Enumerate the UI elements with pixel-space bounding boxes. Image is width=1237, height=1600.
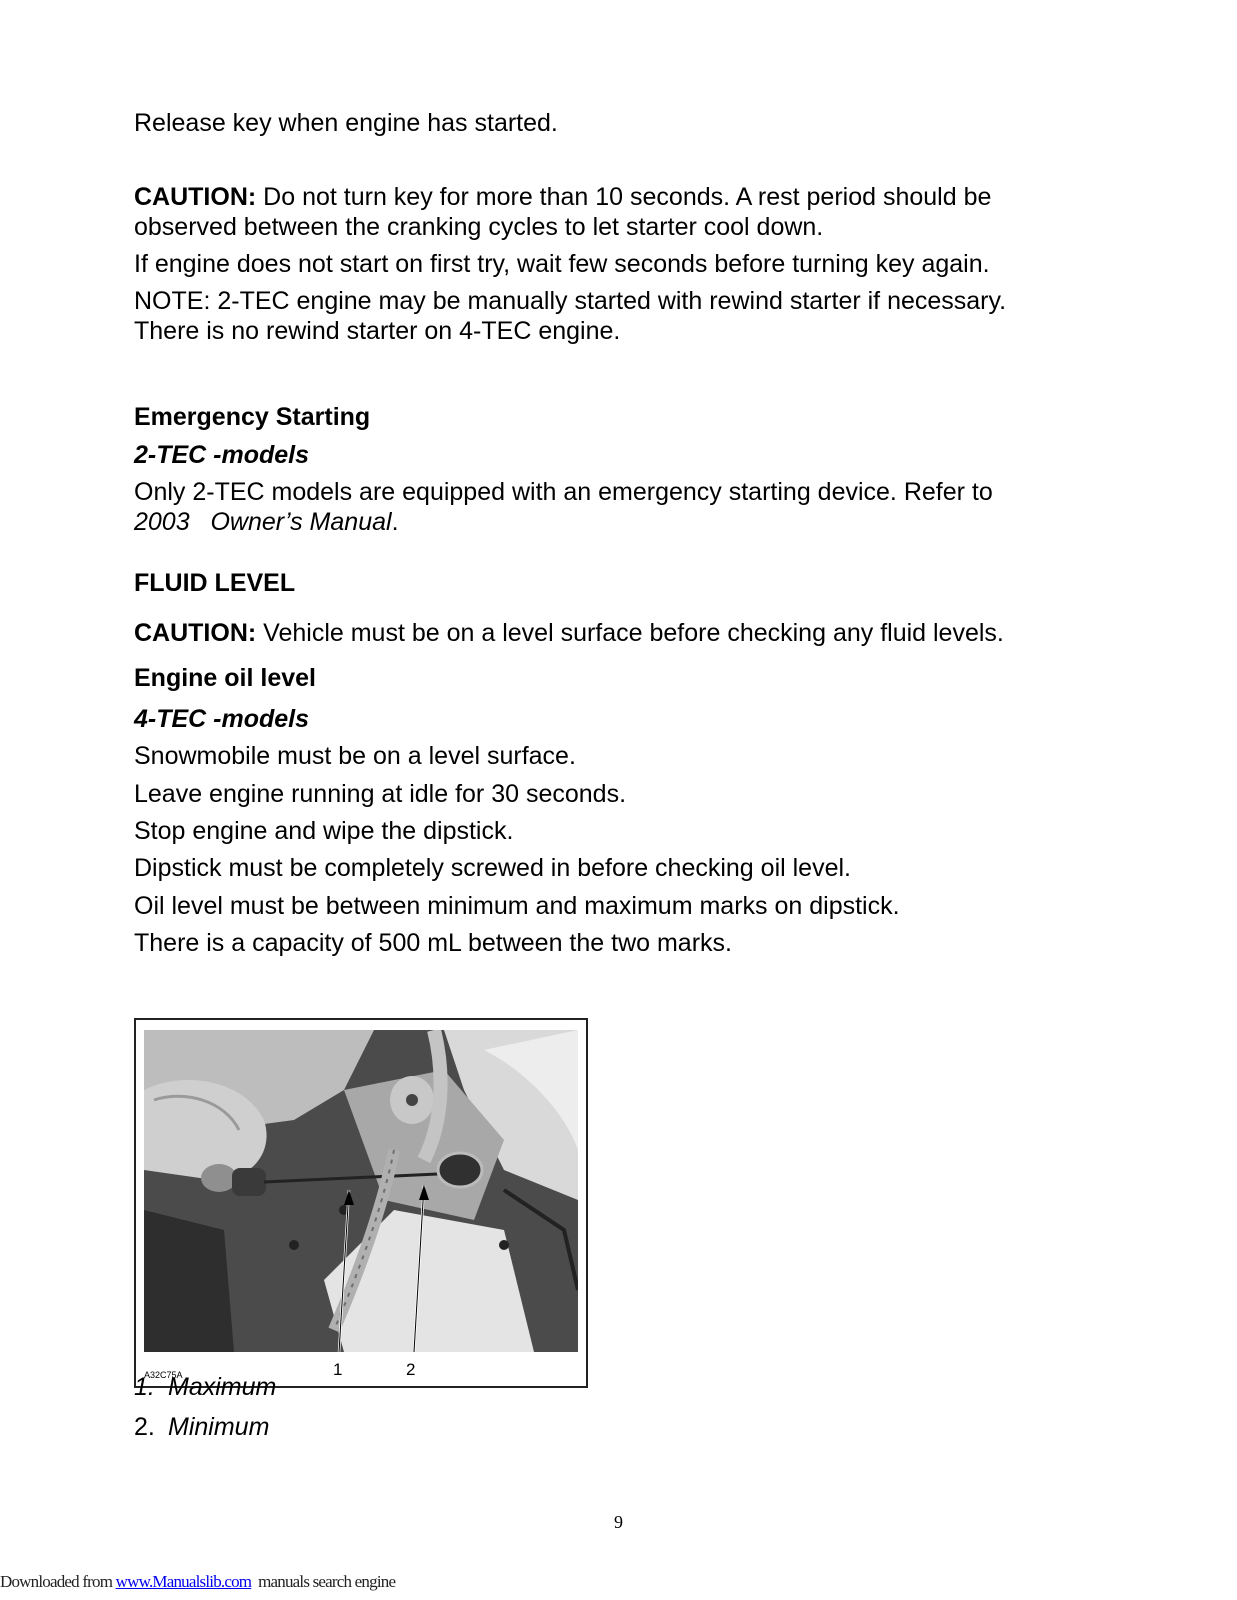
footer-suffix: manuals search engine (251, 1572, 396, 1591)
fluid-caution-label: CAUTION: (134, 619, 257, 647)
manualslib-link[interactable]: www.Manualslib.com (115, 1572, 252, 1591)
download-footer (0, 1572, 395, 1592)
legend-text: Maximum (168, 1373, 277, 1401)
manual-ref-title: 2003 Owner’s Manual (134, 508, 392, 536)
intro-text: Release key when engine has started. (134, 109, 558, 137)
page-number: 9 (614, 1512, 623, 1532)
engine-oil-subheading: 4-TEC -models (134, 705, 310, 733)
emergency-text: Only 2-TEC models are equipped with an emergency starting device. Refer to (134, 478, 993, 506)
figure-code: A32C75A (144, 1370, 183, 1380)
callout-1-label: 1 (333, 1360, 343, 1379)
fluid-caution-text: Vehicle must be on a level surface before checking any fluid levels. (256, 619, 1004, 647)
emergency-heading: Emergency Starting (134, 403, 371, 431)
caution-text-line2: observed between the cranking cycles to let starter cool down. (134, 213, 824, 241)
note-line2: There is no rewind starter on 4-TEC engine. (134, 317, 621, 345)
caution-text-line1: Do not turn key for more than 10 seconds. A rest period should be (256, 183, 992, 211)
fluid-level-heading: FLUID LEVEL (134, 569, 296, 597)
oil-step: Leave engine running at idle for 30 seconds. (134, 780, 627, 808)
legend-item-maximum (134, 1372, 276, 1402)
legend-text: Minimum (168, 1413, 270, 1441)
callout-2-label: 2 (406, 1360, 416, 1379)
engine-oil-heading: Engine oil level (134, 664, 316, 692)
oil-step: Snowmobile must be on a level surface. (134, 742, 576, 770)
oil-step: Stop engine and wipe the dipstick. (134, 817, 514, 845)
retry-text: If engine does not start on first try, wait few seconds before turning key again. (134, 250, 990, 278)
oil-step: There is a capacity of 500 mL between the two marks. (134, 929, 732, 957)
engine-photo-illustration (144, 1030, 578, 1352)
footer-prefix: Downloaded from (0, 1572, 116, 1591)
manual-ref-end: . (391, 508, 399, 536)
caution-paragraph (134, 182, 991, 212)
oil-step: Oil level must be between minimum and maximum marks on dipstick. (134, 892, 900, 920)
dipstick-photo (144, 1030, 578, 1352)
dipstick-figure (134, 1018, 588, 1388)
caution-label: CAUTION: (134, 183, 257, 211)
emergency-subheading: 2-TEC -models (134, 441, 310, 469)
oil-step: Dipstick must be completely screwed in before checking oil level. (134, 854, 851, 882)
legend-item-minimum (134, 1412, 269, 1442)
legend-number: 2. (134, 1413, 155, 1441)
note-line1: NOTE: 2-TEC engine may be manually started with rewind starter if necessary. (134, 287, 1007, 315)
manual-reference (134, 507, 399, 537)
fluid-caution (134, 618, 1004, 648)
legend-number: 1. (134, 1373, 155, 1401)
